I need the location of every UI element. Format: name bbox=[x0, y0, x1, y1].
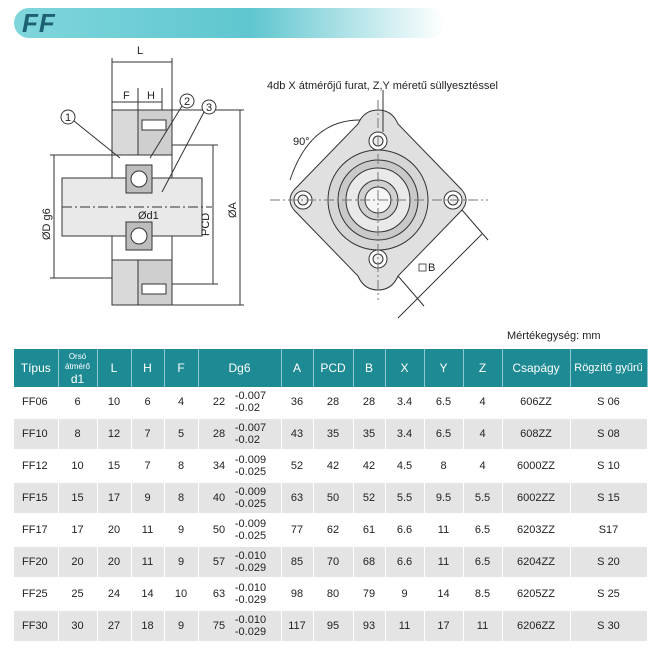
col-header-B: B bbox=[353, 349, 385, 387]
header-gradient-bar bbox=[14, 8, 444, 38]
cell-dg6-nominal: 40 bbox=[212, 491, 226, 504]
cell-PCD: 35 bbox=[313, 418, 353, 450]
cell-type: FF15 bbox=[14, 482, 58, 514]
cell-PCD: 95 bbox=[313, 610, 353, 642]
cell-Y: 6.5 bbox=[424, 418, 463, 450]
cell-B: 28 bbox=[353, 387, 385, 418]
table-row bbox=[14, 546, 647, 578]
cell-F: 8 bbox=[164, 450, 198, 482]
unit-note: Mértékegység: mm bbox=[507, 330, 601, 342]
cell-dg6 bbox=[198, 514, 281, 546]
cell-dg6-tol-lower: -0.025 bbox=[234, 498, 267, 510]
col-header-PCD: PCD bbox=[313, 349, 353, 387]
cell-dg6-tol-upper: -0.007 bbox=[234, 422, 267, 434]
label-PCD: PCD bbox=[200, 212, 212, 236]
table-header-row bbox=[14, 349, 647, 387]
cell-A: 98 bbox=[281, 578, 313, 610]
cell-L: 20 bbox=[97, 514, 131, 546]
cell-Z: 4 bbox=[463, 450, 502, 482]
cell-Y: 11 bbox=[424, 546, 463, 578]
cell-d1: 17 bbox=[58, 514, 97, 546]
table-row bbox=[14, 387, 647, 418]
cell-PCD: 42 bbox=[313, 450, 353, 482]
col-header-F: F bbox=[164, 349, 198, 387]
table-row bbox=[14, 610, 647, 642]
cell-bearing: 606ZZ bbox=[502, 387, 570, 418]
table-row bbox=[14, 418, 647, 450]
table-row bbox=[14, 482, 647, 514]
cell-dg6-tol-upper: -0.010 bbox=[234, 582, 267, 594]
cell-F: 10 bbox=[164, 578, 198, 610]
cell-F: 8 bbox=[164, 482, 198, 514]
countersink-note: 4db X átmérőjű furat, Z,Y méretű süllyesztéssel bbox=[267, 80, 498, 92]
cell-dg6-tolerance bbox=[235, 486, 266, 510]
cell-ring: S 15 bbox=[570, 482, 647, 514]
cell-Z: 6.5 bbox=[463, 546, 502, 578]
cell-B: 68 bbox=[353, 546, 385, 578]
cell-X: 6.6 bbox=[385, 514, 424, 546]
cell-Y: 11 bbox=[424, 514, 463, 546]
cell-type: FF25 bbox=[14, 578, 58, 610]
cell-Y: 6.5 bbox=[424, 387, 463, 418]
col-header-H: H bbox=[131, 349, 164, 387]
cell-A: 85 bbox=[281, 546, 313, 578]
cell-ring: S 20 bbox=[570, 546, 647, 578]
cell-B: 61 bbox=[353, 514, 385, 546]
cell-ring: S 30 bbox=[570, 610, 647, 642]
cell-dg6 bbox=[198, 450, 281, 482]
cell-dg6-nominal: 50 bbox=[212, 523, 226, 536]
cell-dg6-tolerance bbox=[235, 422, 266, 446]
table-row bbox=[14, 578, 647, 610]
cell-A: 52 bbox=[281, 450, 313, 482]
page-title: FF bbox=[22, 8, 56, 38]
cell-dg6-tol-lower: -0.025 bbox=[234, 466, 267, 478]
cell-bearing: 6203ZZ bbox=[502, 514, 570, 546]
cell-ring: S 25 bbox=[570, 578, 647, 610]
cell-d1: 8 bbox=[58, 418, 97, 450]
cell-PCD: 50 bbox=[313, 482, 353, 514]
cell-L: 24 bbox=[97, 578, 131, 610]
cell-PCD: 70 bbox=[313, 546, 353, 578]
cell-B: 42 bbox=[353, 450, 385, 482]
cell-type: FF30 bbox=[14, 610, 58, 642]
cell-L: 10 bbox=[97, 387, 131, 418]
cell-dg6-nominal: 28 bbox=[212, 427, 226, 440]
cell-dg6 bbox=[198, 610, 281, 642]
cell-Y: 17 bbox=[424, 610, 463, 642]
cell-Y: 8 bbox=[424, 450, 463, 482]
cell-PCD: 80 bbox=[313, 578, 353, 610]
cell-ring: S 06 bbox=[570, 387, 647, 418]
cell-X: 5.5 bbox=[385, 482, 424, 514]
cell-type: FF06 bbox=[14, 387, 58, 418]
cell-dg6-nominal: 57 bbox=[212, 555, 226, 568]
table-row bbox=[14, 514, 647, 546]
col-header-L: L bbox=[97, 349, 131, 387]
col-header-Z: Z bbox=[463, 349, 502, 387]
cell-H: 11 bbox=[131, 514, 164, 546]
cell-dg6 bbox=[198, 387, 281, 418]
cell-Z: 11 bbox=[463, 610, 502, 642]
cell-Y: 14 bbox=[424, 578, 463, 610]
cell-H: 6 bbox=[131, 387, 164, 418]
label-D-g6: ØD g6 bbox=[41, 208, 53, 240]
col-header-Dg6: Dg6 bbox=[198, 349, 281, 387]
cell-dg6 bbox=[198, 418, 281, 450]
cell-H: 18 bbox=[131, 610, 164, 642]
cell-dg6-nominal: 34 bbox=[212, 459, 226, 472]
col-header-Y: Y bbox=[424, 349, 463, 387]
cell-X: 3.4 bbox=[385, 387, 424, 418]
cell-dg6-tol-upper: -0.009 bbox=[234, 486, 267, 498]
cell-bearing: 6000ZZ bbox=[502, 450, 570, 482]
cell-H: 7 bbox=[131, 418, 164, 450]
cell-B: 52 bbox=[353, 482, 385, 514]
col-header-A: A bbox=[281, 349, 313, 387]
cell-Z: 6.5 bbox=[463, 514, 502, 546]
cell-dg6 bbox=[198, 578, 281, 610]
cell-X: 11 bbox=[385, 610, 424, 642]
cell-Y: 9.5 bbox=[424, 482, 463, 514]
spec-table bbox=[14, 349, 648, 643]
cell-bearing: 608ZZ bbox=[502, 418, 570, 450]
cell-A: 36 bbox=[281, 387, 313, 418]
col-header-ring: Rögzítő gyűrű bbox=[570, 349, 647, 387]
table-row bbox=[14, 450, 647, 482]
cell-dg6-tol-lower: -0.025 bbox=[234, 530, 267, 542]
cell-A: 63 bbox=[281, 482, 313, 514]
cell-B: 93 bbox=[353, 610, 385, 642]
callout-3: 3 bbox=[206, 102, 213, 114]
cell-dg6 bbox=[198, 482, 281, 514]
cell-PCD: 62 bbox=[313, 514, 353, 546]
cell-dg6-tol-upper: -0.007 bbox=[234, 390, 267, 402]
cell-bearing: 6206ZZ bbox=[502, 610, 570, 642]
cell-X: 6.6 bbox=[385, 546, 424, 578]
cell-H: 14 bbox=[131, 578, 164, 610]
cell-dg6-tolerance bbox=[235, 582, 266, 606]
cell-ring: S 10 bbox=[570, 450, 647, 482]
cell-Z: 4 bbox=[463, 387, 502, 418]
cell-type: FF17 bbox=[14, 514, 58, 546]
cell-dg6-tolerance bbox=[235, 390, 266, 414]
cell-B: 79 bbox=[353, 578, 385, 610]
callout-1: 1 bbox=[65, 112, 72, 124]
cell-dg6-tol-lower: -0.02 bbox=[234, 434, 260, 446]
cell-F: 9 bbox=[164, 610, 198, 642]
cell-Z: 5.5 bbox=[463, 482, 502, 514]
cell-d1: 10 bbox=[58, 450, 97, 482]
cell-X: 4.5 bbox=[385, 450, 424, 482]
label-A: ØA bbox=[227, 202, 239, 218]
label-B: B bbox=[428, 262, 436, 274]
cell-d1: 30 bbox=[58, 610, 97, 642]
cell-bearing: 6204ZZ bbox=[502, 546, 570, 578]
cell-Z: 4 bbox=[463, 418, 502, 450]
cell-dg6-tolerance bbox=[235, 454, 266, 478]
front-view bbox=[270, 90, 488, 318]
cell-L: 12 bbox=[97, 418, 131, 450]
cell-type: FF20 bbox=[14, 546, 58, 578]
callout-2: 2 bbox=[184, 96, 191, 108]
cell-dg6-nominal: 22 bbox=[212, 395, 226, 408]
cell-H: 9 bbox=[131, 482, 164, 514]
cell-F: 4 bbox=[164, 387, 198, 418]
cell-d1: 15 bbox=[58, 482, 97, 514]
cell-H: 11 bbox=[131, 546, 164, 578]
label-F: F bbox=[123, 90, 130, 102]
cell-d1: 6 bbox=[58, 387, 97, 418]
cell-F: 9 bbox=[164, 546, 198, 578]
col-header-X: X bbox=[385, 349, 424, 387]
cell-PCD: 28 bbox=[313, 387, 353, 418]
cell-ring: S 08 bbox=[570, 418, 647, 450]
cell-dg6-tolerance bbox=[235, 614, 266, 638]
cell-A: 117 bbox=[281, 610, 313, 642]
col-header-bearing: Csapágy bbox=[502, 349, 570, 387]
label-L: L bbox=[137, 45, 144, 57]
col-header-d1 bbox=[58, 349, 97, 387]
cell-ring: S17 bbox=[570, 514, 647, 546]
cell-F: 9 bbox=[164, 514, 198, 546]
cell-dg6-tol-lower: -0.029 bbox=[234, 626, 267, 638]
cell-dg6-tol-lower: -0.02 bbox=[234, 402, 260, 414]
cell-A: 43 bbox=[281, 418, 313, 450]
cell-dg6-tolerance bbox=[235, 518, 266, 542]
cell-type: FF12 bbox=[14, 450, 58, 482]
cell-L: 17 bbox=[97, 482, 131, 514]
cell-bearing: 6002ZZ bbox=[502, 482, 570, 514]
cell-X: 3.4 bbox=[385, 418, 424, 450]
cell-L: 20 bbox=[97, 546, 131, 578]
cell-B: 35 bbox=[353, 418, 385, 450]
cell-dg6-tol-upper: -0.010 bbox=[234, 614, 267, 626]
cell-bearing: 6205ZZ bbox=[502, 578, 570, 610]
cell-L: 15 bbox=[97, 450, 131, 482]
col-header-d1-caption: Orsó átmérő bbox=[65, 352, 90, 371]
cell-H: 7 bbox=[131, 450, 164, 482]
cell-Z: 8.5 bbox=[463, 578, 502, 610]
cell-A: 77 bbox=[281, 514, 313, 546]
cell-dg6-nominal: 63 bbox=[212, 587, 226, 600]
cell-X: 9 bbox=[385, 578, 424, 610]
cell-dg6-nominal: 75 bbox=[212, 619, 226, 632]
cell-dg6-tol-upper: -0.009 bbox=[234, 454, 267, 466]
label-d1: Ød1 bbox=[138, 210, 159, 222]
cell-dg6-tol-lower: -0.029 bbox=[234, 562, 267, 574]
cell-dg6-tol-lower: -0.029 bbox=[234, 594, 267, 606]
cell-L: 27 bbox=[97, 610, 131, 642]
cell-d1: 20 bbox=[58, 546, 97, 578]
cell-F: 5 bbox=[164, 418, 198, 450]
label-H: H bbox=[147, 90, 155, 102]
cell-type: FF10 bbox=[14, 418, 58, 450]
cell-dg6 bbox=[198, 546, 281, 578]
spec-table-body bbox=[14, 387, 647, 642]
cell-dg6-tolerance bbox=[235, 550, 266, 574]
cell-dg6-tol-upper: -0.010 bbox=[234, 550, 267, 562]
cell-d1: 25 bbox=[58, 578, 97, 610]
col-header-d1-symbol: d1 bbox=[70, 372, 85, 386]
label-angle: 90° bbox=[293, 136, 310, 148]
col-header-type: Típus bbox=[14, 349, 58, 387]
cell-dg6-tol-upper: -0.009 bbox=[234, 518, 267, 530]
